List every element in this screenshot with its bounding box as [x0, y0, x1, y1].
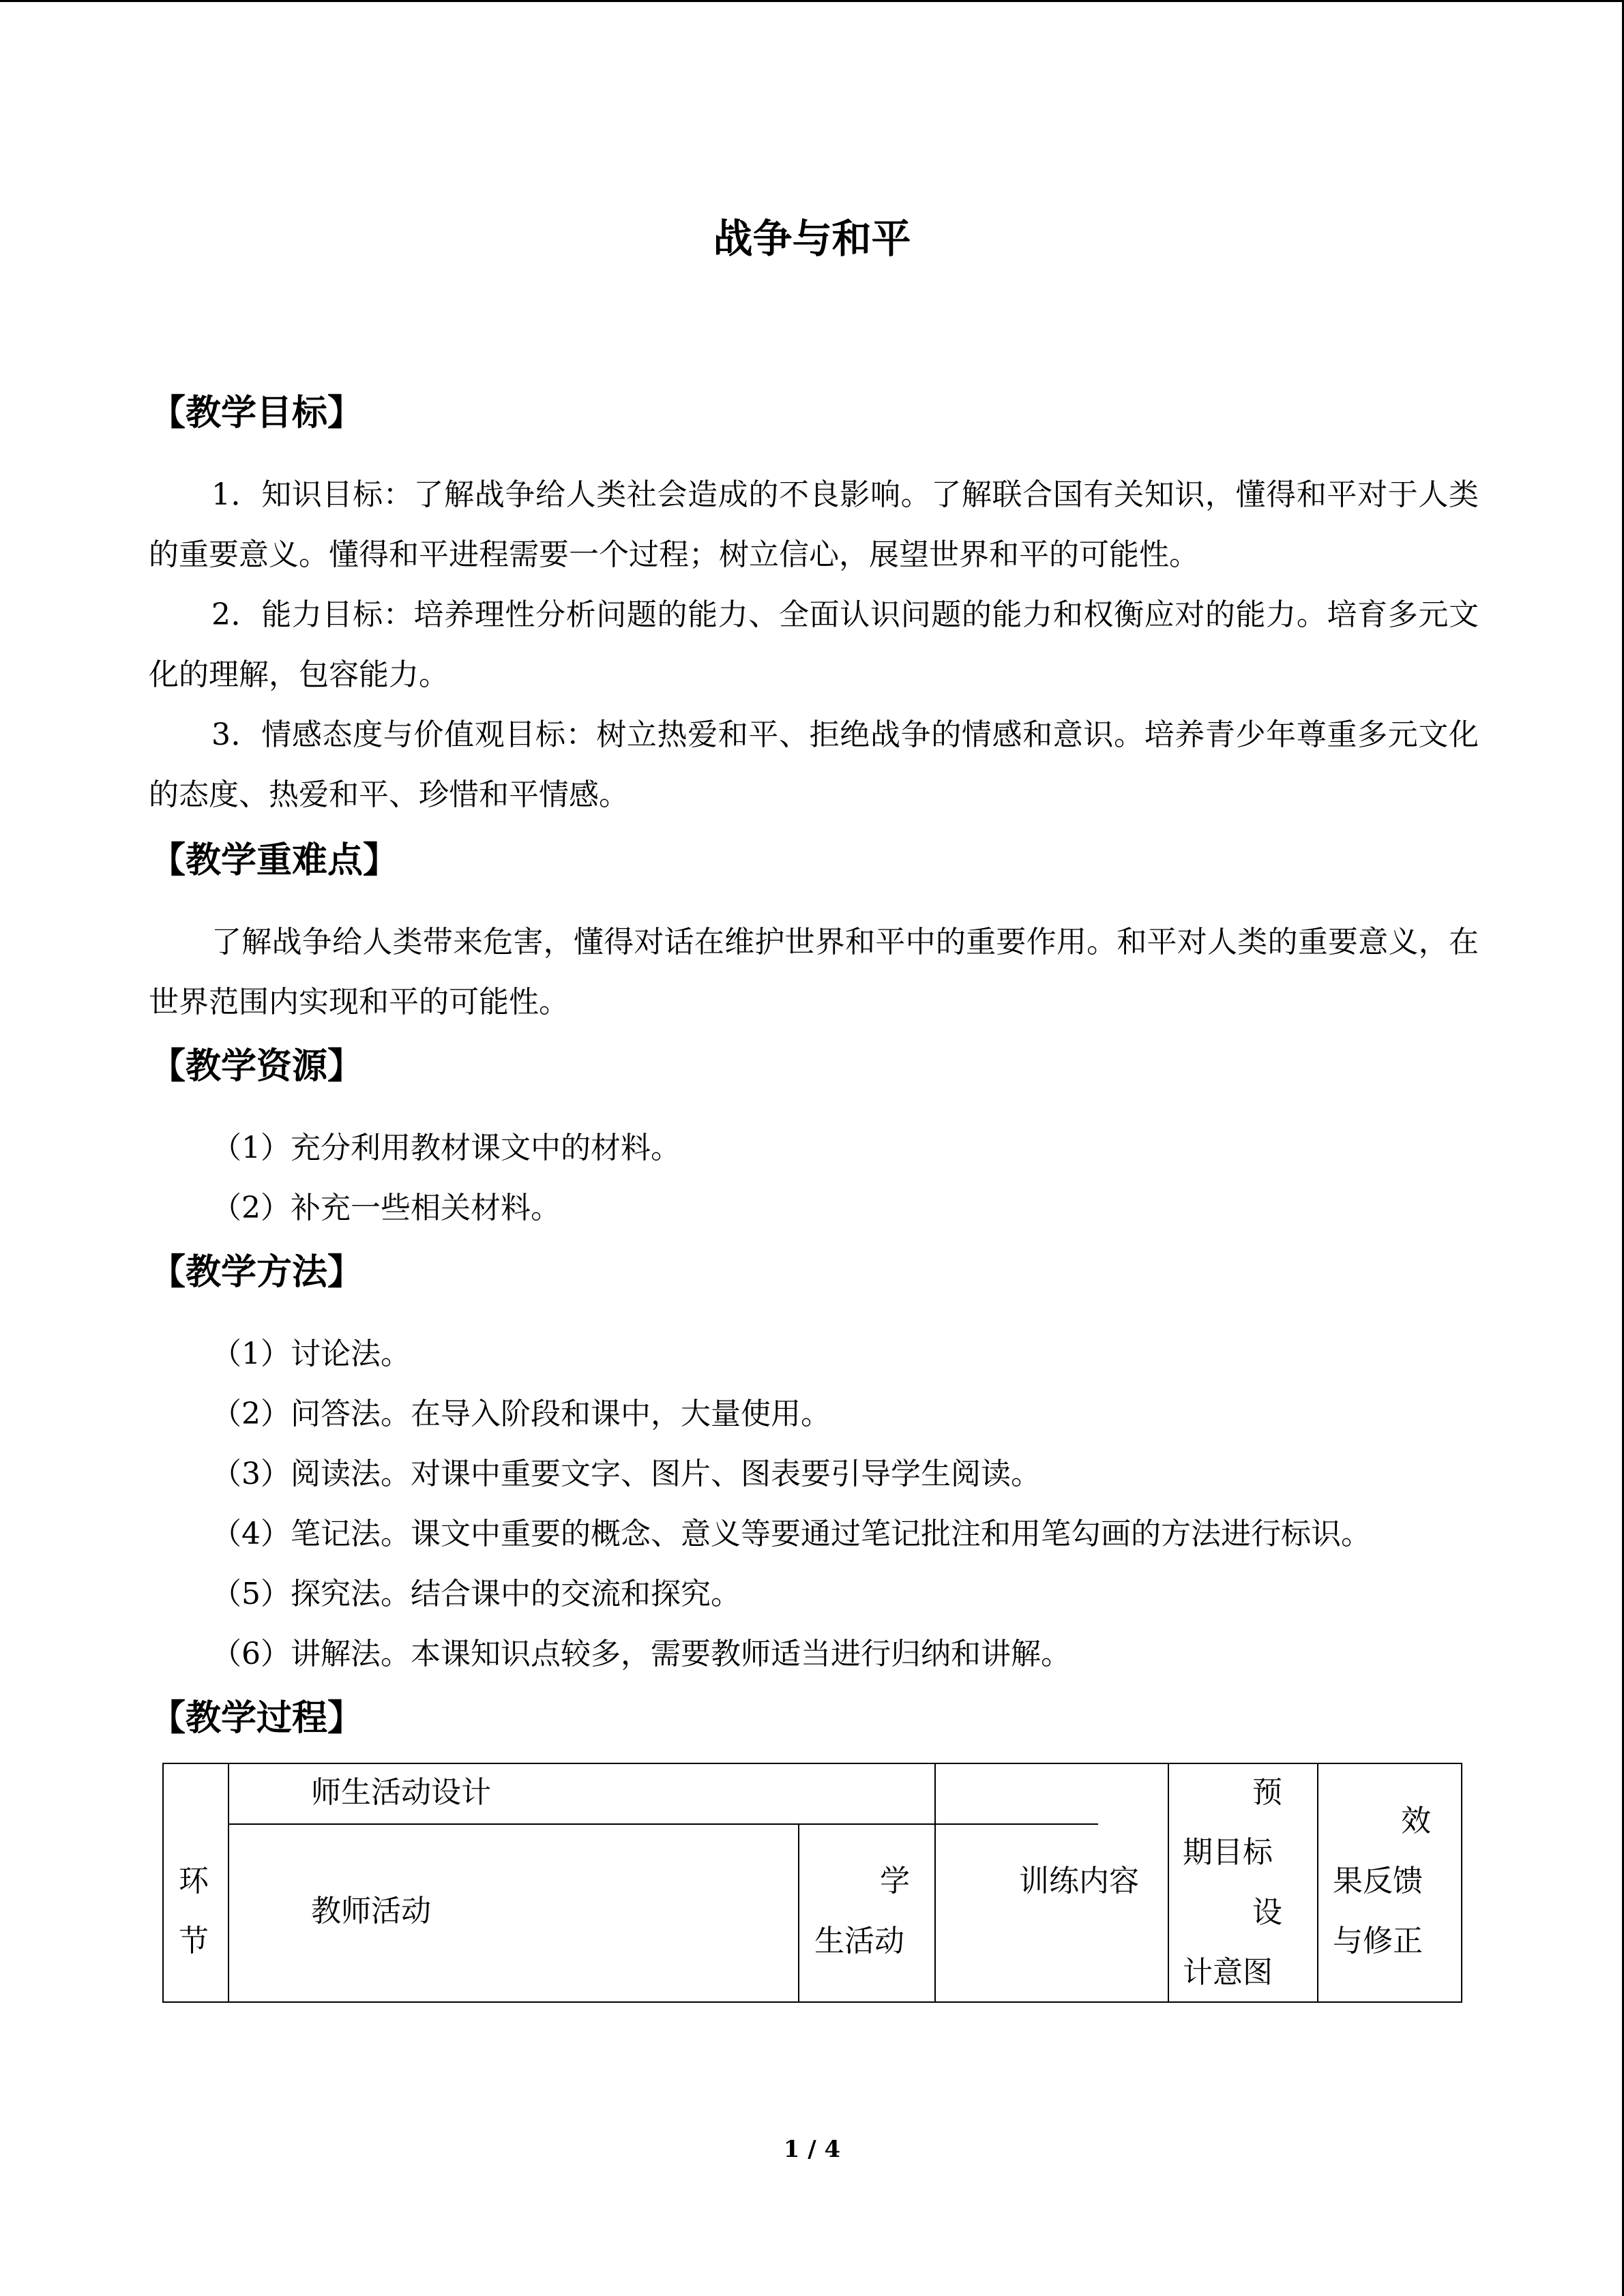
cell-feedback-line1: 效 [1401, 1804, 1431, 1838]
table-divider-student [798, 1823, 799, 2003]
process-table [162, 1763, 1462, 2003]
method-item-1: （1）讨论法。 [211, 1337, 411, 1371]
page-border-top [0, 0, 1624, 2]
table-divider-group [228, 1823, 1098, 1825]
cell-feedback-line3: 与修正 [1333, 1924, 1423, 1958]
table-border-left [162, 1763, 164, 2003]
key-points-text: 了解战争给人类带来危害，懂得对话在维护世界和平中的重要作用。和平对人类的重要意义，在世界范围内实现和平的可能性。 [149, 925, 1479, 1019]
method-item-5: （5）探究法。结合课中的交流和探究。 [211, 1577, 741, 1611]
heading-objectives: 【教学目标】 [150, 393, 364, 434]
table-divider-goal [1168, 1763, 1169, 2003]
cell-goal-line2: 期目标 [1183, 1835, 1273, 1870]
method-item-6: （6）讲解法。本课知识点较多，需要教师适当进行归纳和讲解。 [211, 1637, 1071, 1671]
cell-activity-group: 师生活动设计 [311, 1775, 491, 1810]
heading-methods: 【教学方法】 [150, 1252, 364, 1293]
cell-training-content: 训练内容 [1019, 1864, 1139, 1898]
method-item-3: （3）阅读法。对课中重要文字、图片、图表要引导学生阅读。 [211, 1457, 1041, 1491]
table-border-right [1461, 1763, 1462, 2003]
table-divider-feedback [1317, 1763, 1318, 2003]
document-title: 战争与和平 [713, 215, 911, 262]
objective-item-2: 2．能力目标：培养理性分析问题的能力、全面认识问题的能力和权衡应对的能力。培育多元文化的理解，包容能力。 [149, 597, 1479, 692]
heading-process: 【教学过程】 [150, 1698, 364, 1739]
objective-item-3: 3．情感态度与价值观目标：树立热爱和平、拒绝战争的情感和意识。培养青少年尊重多元文化的态度、热爱和平、珍惜和平情感。 [149, 717, 1479, 812]
page-number: 1 / 4 [783, 2136, 841, 2163]
resource-item-2: （2）补充一些相关材料。 [211, 1191, 561, 1225]
resource-item-1: （1）充分利用教材课文中的材料。 [211, 1131, 681, 1165]
table-divider-stage [228, 1763, 229, 2003]
cell-stage-line2: 节 [179, 1924, 209, 1958]
cell-goal-line4: 计意图 [1183, 1955, 1273, 1990]
cell-goal-line3: 设 [1252, 1895, 1282, 1930]
cell-teacher-activity: 教师活动 [311, 1894, 431, 1928]
cell-goal-line1: 预 [1252, 1775, 1282, 1810]
cell-stage-line1: 环 [179, 1864, 209, 1898]
cell-student-line2: 生活动 [814, 1924, 904, 1958]
cell-feedback-line2: 果反馈 [1333, 1864, 1423, 1898]
table-divider-training [934, 1763, 936, 2003]
heading-key-points: 【教学重难点】 [150, 840, 399, 881]
objective-item-1: 1．知识目标：了解战争给人类社会造成的不良影响。了解联合国有关知识，懂得和平对于人类的重要意义。懂得和平进程需要一个过程；树立信心，展望世界和平的可能性。 [149, 477, 1479, 572]
method-item-4: （4）笔记法。课文中重要的概念、意义等要通过笔记批注和用笔勾画的方法进行标识。 [211, 1517, 1371, 1551]
method-item-2: （2）问答法。在导入阶段和课中，大量使用。 [211, 1397, 831, 1431]
cell-student-line1: 学 [880, 1864, 910, 1898]
heading-resources: 【教学资源】 [150, 1046, 364, 1087]
